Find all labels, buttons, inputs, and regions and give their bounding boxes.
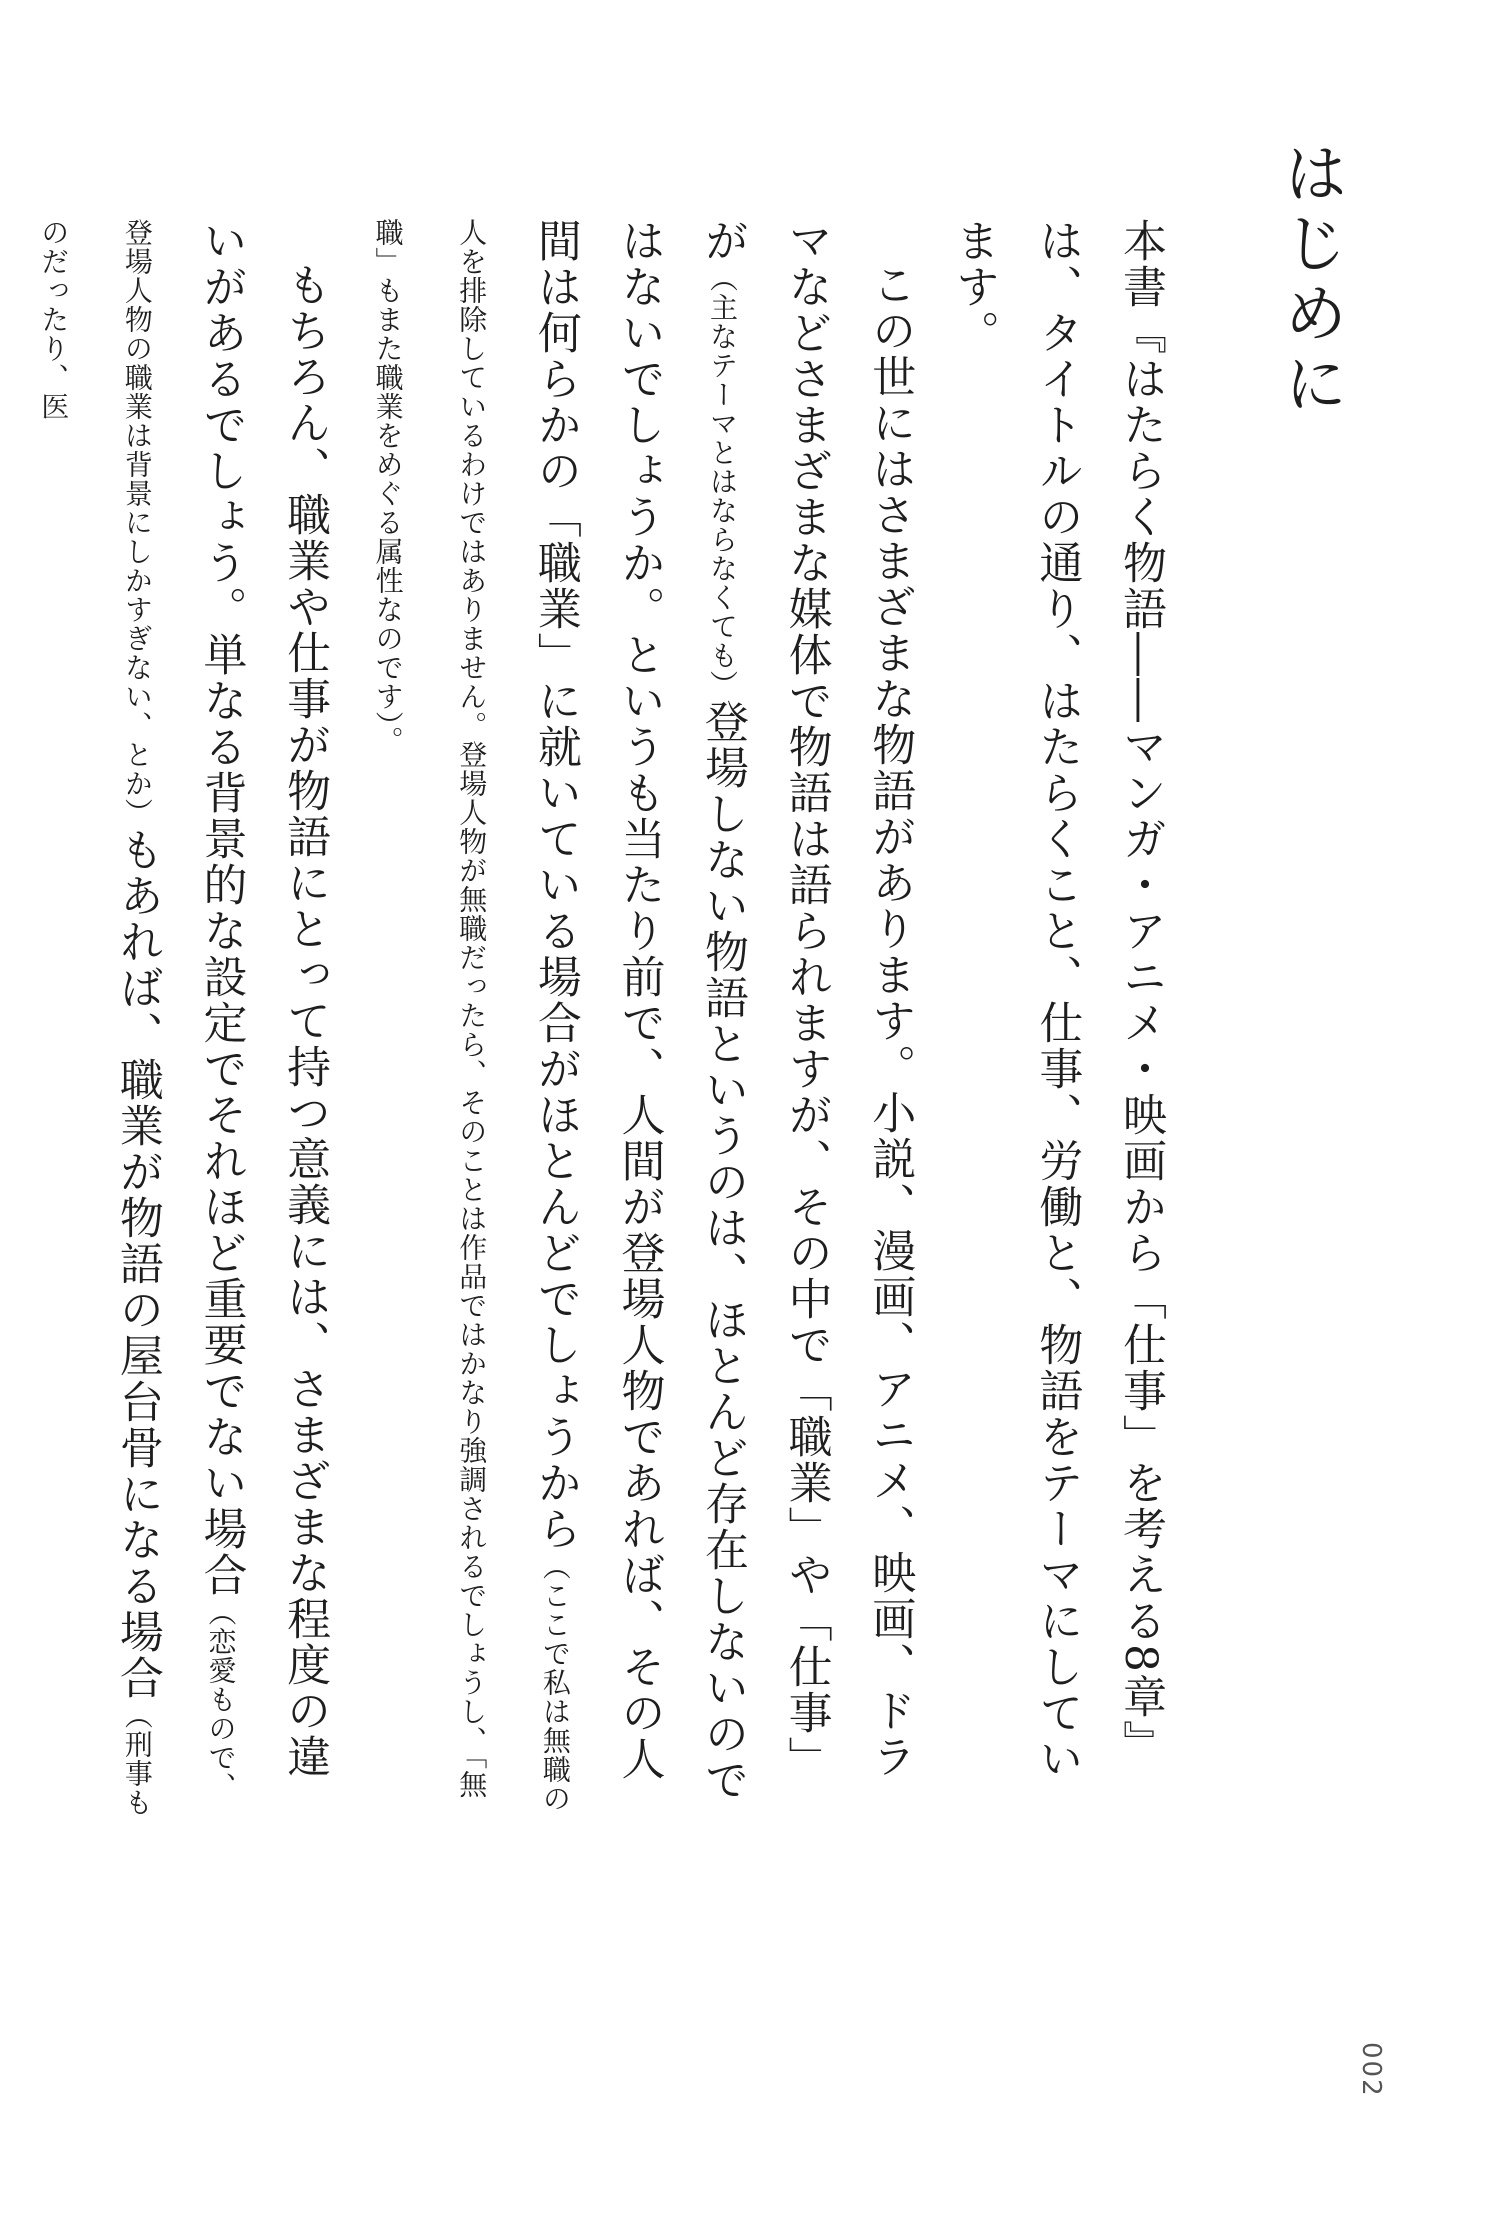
inline-note: （主なテーマとはならなくても） [706,264,740,699]
paragraph-text: もあれば、職業が物語の屋台骨になる場合 [111,827,163,1701]
paragraph-text: この世にはさまざまな物語があります。小説、漫画、アニメ、映画、ドラマなどさまざまな媒体で物語は語られますが、その中で「職業」や「仕事」が [697,218,916,1782]
paragraph-text: 本書『はたらく物語――マンガ・アニメ・映画から「仕事」を考える8章』は、タイトルの通り、はたらくこと、仕事、労働と、物語をテーマにしています。 [947,218,1166,1782]
paragraph-1 [931,218,1182,1818]
inline-note: （刑事ものだったり、医 [37,218,154,1817]
paragraph-text: もちろん、職業や仕事が物語にとって持つ意義には、さまざまな程度の違いがあるでしょう。単なる背景的な設定でそれほど重要でない場合 [195,218,331,1780]
paragraph-text: 登場しない物語というのは、ほとんど存在しないのではないでしょうか。というも当たり前で、人間が登場人物であれば、その人間は何らかの「職業」に就いている場合がほとんどでしょうから [529,218,749,1803]
inline-note: （ここで私は無職の人を排除しているわけではありません。登場人物が無職だったら、そのことは作品ではかなり強調されるでしょうし、「無職」もまた職業をめぐる属性なのです）。 [371,218,572,1813]
body-text [12,218,1182,1818]
paragraph-3 [12,218,346,1818]
page-number: 002 [1356,2042,1386,2098]
paragraph-2 [346,218,931,1818]
inline-note: （恋愛もので、登場人物の職業は背景にしかすぎない、とか） [120,218,238,1801]
chapter-title: はじめに [1273,140,1347,420]
